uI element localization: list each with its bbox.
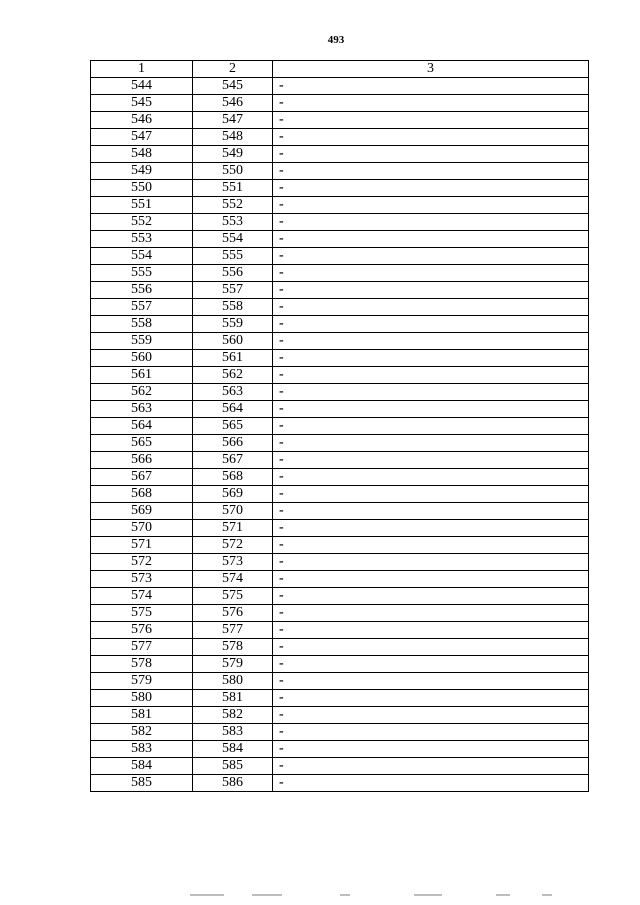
table-row (91, 469, 589, 486)
table-cell-col2: 580 (193, 673, 273, 690)
table-row (91, 163, 589, 180)
table-cell-col3: - (273, 95, 589, 112)
table-cell-col3: - (273, 231, 589, 248)
table-row (91, 775, 589, 792)
table-cell-col2: 555 (193, 248, 273, 265)
table-row (91, 418, 589, 435)
table-row (91, 724, 589, 741)
table-cell-col3: - (273, 503, 589, 520)
scan-mark (542, 894, 552, 896)
table-cell-col2: 547 (193, 112, 273, 129)
table-cell-col2: 586 (193, 775, 273, 792)
table-row (91, 707, 589, 724)
column-header-3: 3 (273, 61, 589, 78)
table-cell-col1: 550 (91, 180, 193, 197)
table-cell-col3: - (273, 214, 589, 231)
table-cell-col1: 553 (91, 231, 193, 248)
table-cell-col2: 564 (193, 401, 273, 418)
table-cell-col2: 550 (193, 163, 273, 180)
table-cell-col3: - (273, 418, 589, 435)
table-row (91, 282, 589, 299)
table-cell-col2: 585 (193, 758, 273, 775)
table-cell-col3: - (273, 384, 589, 401)
table-cell-col1: 584 (91, 758, 193, 775)
table-cell-col2: 563 (193, 384, 273, 401)
table-cell-col3: - (273, 605, 589, 622)
table-cell-col1: 576 (91, 622, 193, 639)
table-row (91, 435, 589, 452)
table-cell-col3: - (273, 197, 589, 214)
table-cell-col1: 546 (91, 112, 193, 129)
table-cell-col2: 560 (193, 333, 273, 350)
table-row (91, 214, 589, 231)
table-cell-col2: 584 (193, 741, 273, 758)
table-cell-col3: - (273, 775, 589, 792)
table-row (91, 622, 589, 639)
table-row (91, 605, 589, 622)
table-cell-col2: 567 (193, 452, 273, 469)
table-row (91, 129, 589, 146)
table-cell-col3: - (273, 350, 589, 367)
table-cell-col1: 548 (91, 146, 193, 163)
table-row (91, 95, 589, 112)
table-row (91, 571, 589, 588)
table-cell-col2: 582 (193, 707, 273, 724)
table-cell-col1: 556 (91, 282, 193, 299)
table-cell-col1: 579 (91, 673, 193, 690)
table-cell-col3: - (273, 282, 589, 299)
table-cell-col3: - (273, 129, 589, 146)
table-cell-col3: - (273, 163, 589, 180)
table-cell-col1: 582 (91, 724, 193, 741)
table-cell-col3: - (273, 452, 589, 469)
table-cell-col1: 568 (91, 486, 193, 503)
table-cell-col3: - (273, 520, 589, 537)
table-cell-col2: 565 (193, 418, 273, 435)
table-cell-col3: - (273, 333, 589, 350)
table-cell-col3: - (273, 707, 589, 724)
table-row (91, 673, 589, 690)
table-cell-col2: 559 (193, 316, 273, 333)
table-cell-col3: - (273, 622, 589, 639)
table-row (91, 333, 589, 350)
table-cell-col3: - (273, 741, 589, 758)
table-cell-col2: 578 (193, 639, 273, 656)
table-cell-col1: 569 (91, 503, 193, 520)
scan-mark (190, 894, 224, 896)
table-cell-col2: 549 (193, 146, 273, 163)
table-cell-col3: - (273, 316, 589, 333)
table-cell-col1: 585 (91, 775, 193, 792)
table-cell-col1: 565 (91, 435, 193, 452)
table-row (91, 112, 589, 129)
table-row (91, 316, 589, 333)
table-cell-col1: 564 (91, 418, 193, 435)
table-cell-col1: 563 (91, 401, 193, 418)
table-cell-col1: 571 (91, 537, 193, 554)
table-cell-col1: 562 (91, 384, 193, 401)
table-cell-col2: 553 (193, 214, 273, 231)
column-header-1: 1 (91, 61, 193, 78)
table-cell-col1: 573 (91, 571, 193, 588)
column-header-2: 2 (193, 61, 273, 78)
table-row (91, 248, 589, 265)
table-cell-col1: 575 (91, 605, 193, 622)
table-cell-col2: 561 (193, 350, 273, 367)
table-cell-col1: 547 (91, 129, 193, 146)
table-cell-col2: 572 (193, 537, 273, 554)
table-body (91, 78, 589, 792)
table-cell-col2: 574 (193, 571, 273, 588)
table-cell-col3: - (273, 690, 589, 707)
table-row (91, 146, 589, 163)
table-cell-col2: 556 (193, 265, 273, 282)
table-row (91, 690, 589, 707)
table-cell-col1: 583 (91, 741, 193, 758)
table-cell-col2: 558 (193, 299, 273, 316)
scan-mark (252, 894, 282, 896)
table-cell-col1: 560 (91, 350, 193, 367)
table-cell-col3: - (273, 112, 589, 129)
page-number: 493 (327, 34, 345, 46)
scan-mark (496, 894, 510, 896)
table-cell-col3: - (273, 469, 589, 486)
table-cell-col3: - (273, 537, 589, 554)
table-cell-col1: 572 (91, 554, 193, 571)
table-row (91, 452, 589, 469)
table-row (91, 350, 589, 367)
table-cell-col3: - (273, 435, 589, 452)
table-cell-col1: 578 (91, 656, 193, 673)
table-cell-col1: 570 (91, 520, 193, 537)
table-cell-col1: 552 (91, 214, 193, 231)
table-cell-col2: 576 (193, 605, 273, 622)
table-cell-col2: 557 (193, 282, 273, 299)
table-cell-col3: - (273, 248, 589, 265)
table-cell-col2: 581 (193, 690, 273, 707)
table-cell-col1: 561 (91, 367, 193, 384)
data-table (90, 60, 589, 792)
table-cell-col2: 551 (193, 180, 273, 197)
table-cell-col1: 544 (91, 78, 193, 95)
table-cell-col1: 551 (91, 197, 193, 214)
table-cell-col3: - (273, 401, 589, 418)
table-cell-col3: - (273, 571, 589, 588)
table-cell-col1: 574 (91, 588, 193, 605)
scan-mark (414, 894, 442, 896)
table-cell-col3: - (273, 367, 589, 384)
table-cell-col3: - (273, 639, 589, 656)
table-cell-col3: - (273, 146, 589, 163)
table-cell-col3: - (273, 78, 589, 95)
table-cell-col1: 545 (91, 95, 193, 112)
table-cell-col1: 577 (91, 639, 193, 656)
table-cell-col3: - (273, 554, 589, 571)
table-cell-col2: 577 (193, 622, 273, 639)
table-row (91, 367, 589, 384)
table-header-row (91, 61, 589, 78)
table-cell-col3: - (273, 758, 589, 775)
table-cell-col1: 566 (91, 452, 193, 469)
table-row (91, 741, 589, 758)
table-cell-col2: 546 (193, 95, 273, 112)
table-cell-col2: 568 (193, 469, 273, 486)
scan-mark (340, 894, 350, 896)
table-row (91, 78, 589, 95)
table-cell-col2: 570 (193, 503, 273, 520)
table-cell-col2: 545 (193, 78, 273, 95)
table-cell-col1: 581 (91, 707, 193, 724)
table-cell-col2: 552 (193, 197, 273, 214)
table-row (91, 486, 589, 503)
table-cell-col1: 554 (91, 248, 193, 265)
table-row (91, 554, 589, 571)
table-cell-col2: 579 (193, 656, 273, 673)
table-cell-col1: 549 (91, 163, 193, 180)
table-cell-col3: - (273, 265, 589, 282)
table-row (91, 384, 589, 401)
table-row (91, 588, 589, 605)
table-cell-col2: 569 (193, 486, 273, 503)
table-cell-col3: - (273, 656, 589, 673)
table-cell-col3: - (273, 299, 589, 316)
table-row (91, 231, 589, 248)
table-cell-col1: 559 (91, 333, 193, 350)
table-cell-col1: 580 (91, 690, 193, 707)
table-row (91, 520, 589, 537)
table-cell-col2: 562 (193, 367, 273, 384)
table-cell-col3: - (273, 673, 589, 690)
table-cell-col2: 575 (193, 588, 273, 605)
table-row (91, 537, 589, 554)
table-row (91, 180, 589, 197)
table-cell-col1: 555 (91, 265, 193, 282)
table-row (91, 639, 589, 656)
table-row (91, 265, 589, 282)
table-cell-col2: 573 (193, 554, 273, 571)
table-cell-col1: 557 (91, 299, 193, 316)
table-row (91, 503, 589, 520)
table-cell-col2: 554 (193, 231, 273, 248)
table-cell-col1: 567 (91, 469, 193, 486)
table-cell-col3: - (273, 180, 589, 197)
table-cell-col1: 558 (91, 316, 193, 333)
table-cell-col3: - (273, 724, 589, 741)
table-cell-col2: 566 (193, 435, 273, 452)
table-row (91, 197, 589, 214)
table-cell-col3: - (273, 588, 589, 605)
scan-marks (190, 894, 570, 898)
table-row (91, 299, 589, 316)
table-row (91, 758, 589, 775)
table-row (91, 656, 589, 673)
table-cell-col2: 571 (193, 520, 273, 537)
table-cell-col3: - (273, 486, 589, 503)
table-cell-col2: 548 (193, 129, 273, 146)
table-cell-col2: 583 (193, 724, 273, 741)
table-row (91, 401, 589, 418)
